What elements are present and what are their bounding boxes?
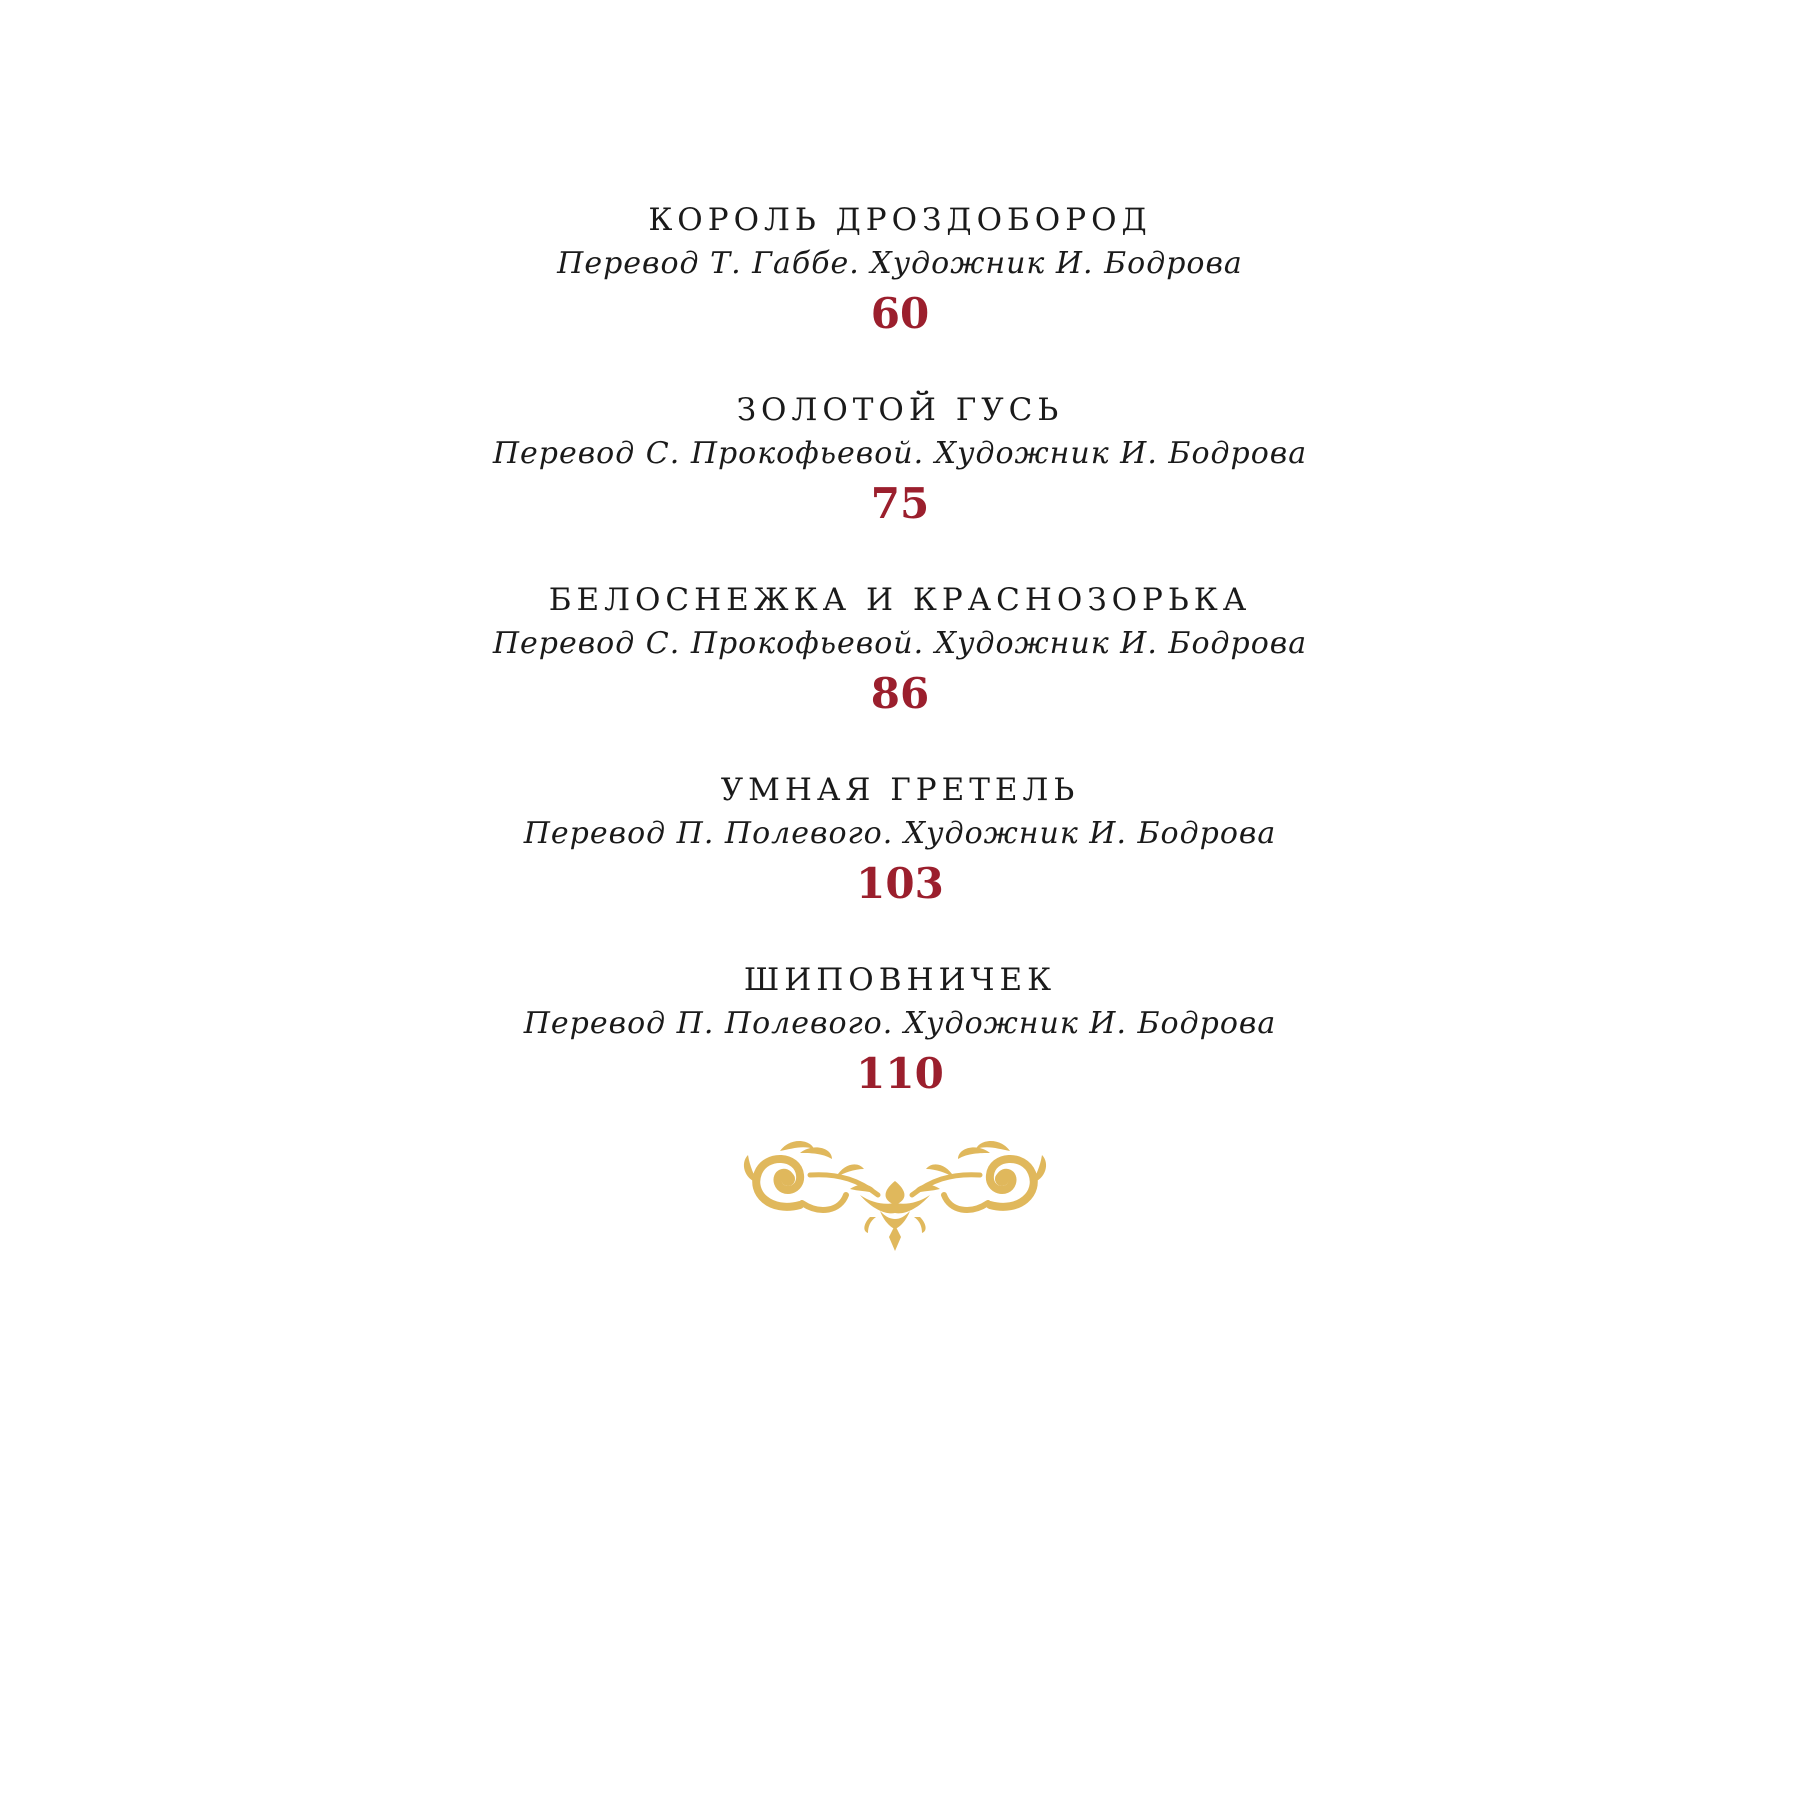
toc-entry[interactable] — [0, 770, 1800, 910]
toc-entry[interactable] — [0, 960, 1800, 1100]
story-title: ШИПОВНИЧЕК — [743, 962, 1057, 998]
story-credit: Перевод П. Полевого. Художник И. Бодрова — [523, 1006, 1277, 1041]
gold-flourish-divider-icon — [740, 1133, 1050, 1253]
toc-entry[interactable] — [0, 580, 1800, 720]
toc-entry[interactable] — [0, 390, 1800, 530]
story-title: БЕЛОСНЕЖКА И КРАСНОЗОРЬКА — [548, 582, 1252, 618]
page-number: 86 — [870, 669, 930, 718]
story-credit: Перевод П. Полевого. Художник И. Бодрова — [523, 816, 1277, 851]
story-title: УМНАЯ ГРЕТЕЛЬ — [720, 772, 1080, 808]
story-title: КОРОЛЬ ДРОЗДОБОРОД — [648, 202, 1152, 238]
toc-entry[interactable] — [0, 200, 1800, 340]
page-number: 75 — [870, 479, 930, 528]
page-number: 60 — [870, 289, 930, 338]
page-number: 110 — [856, 1049, 944, 1098]
story-credit: Перевод С. Прокофьевой. Художник И. Бодрова — [492, 436, 1308, 471]
story-title: ЗОЛОТОЙ ГУСЬ — [736, 392, 1064, 428]
page-number: 103 — [856, 859, 944, 908]
story-credit: Перевод С. Прокофьевой. Художник И. Бодрова — [492, 626, 1308, 661]
story-credit: Перевод Т. Габбе. Художник И. Бодрова — [557, 246, 1243, 281]
